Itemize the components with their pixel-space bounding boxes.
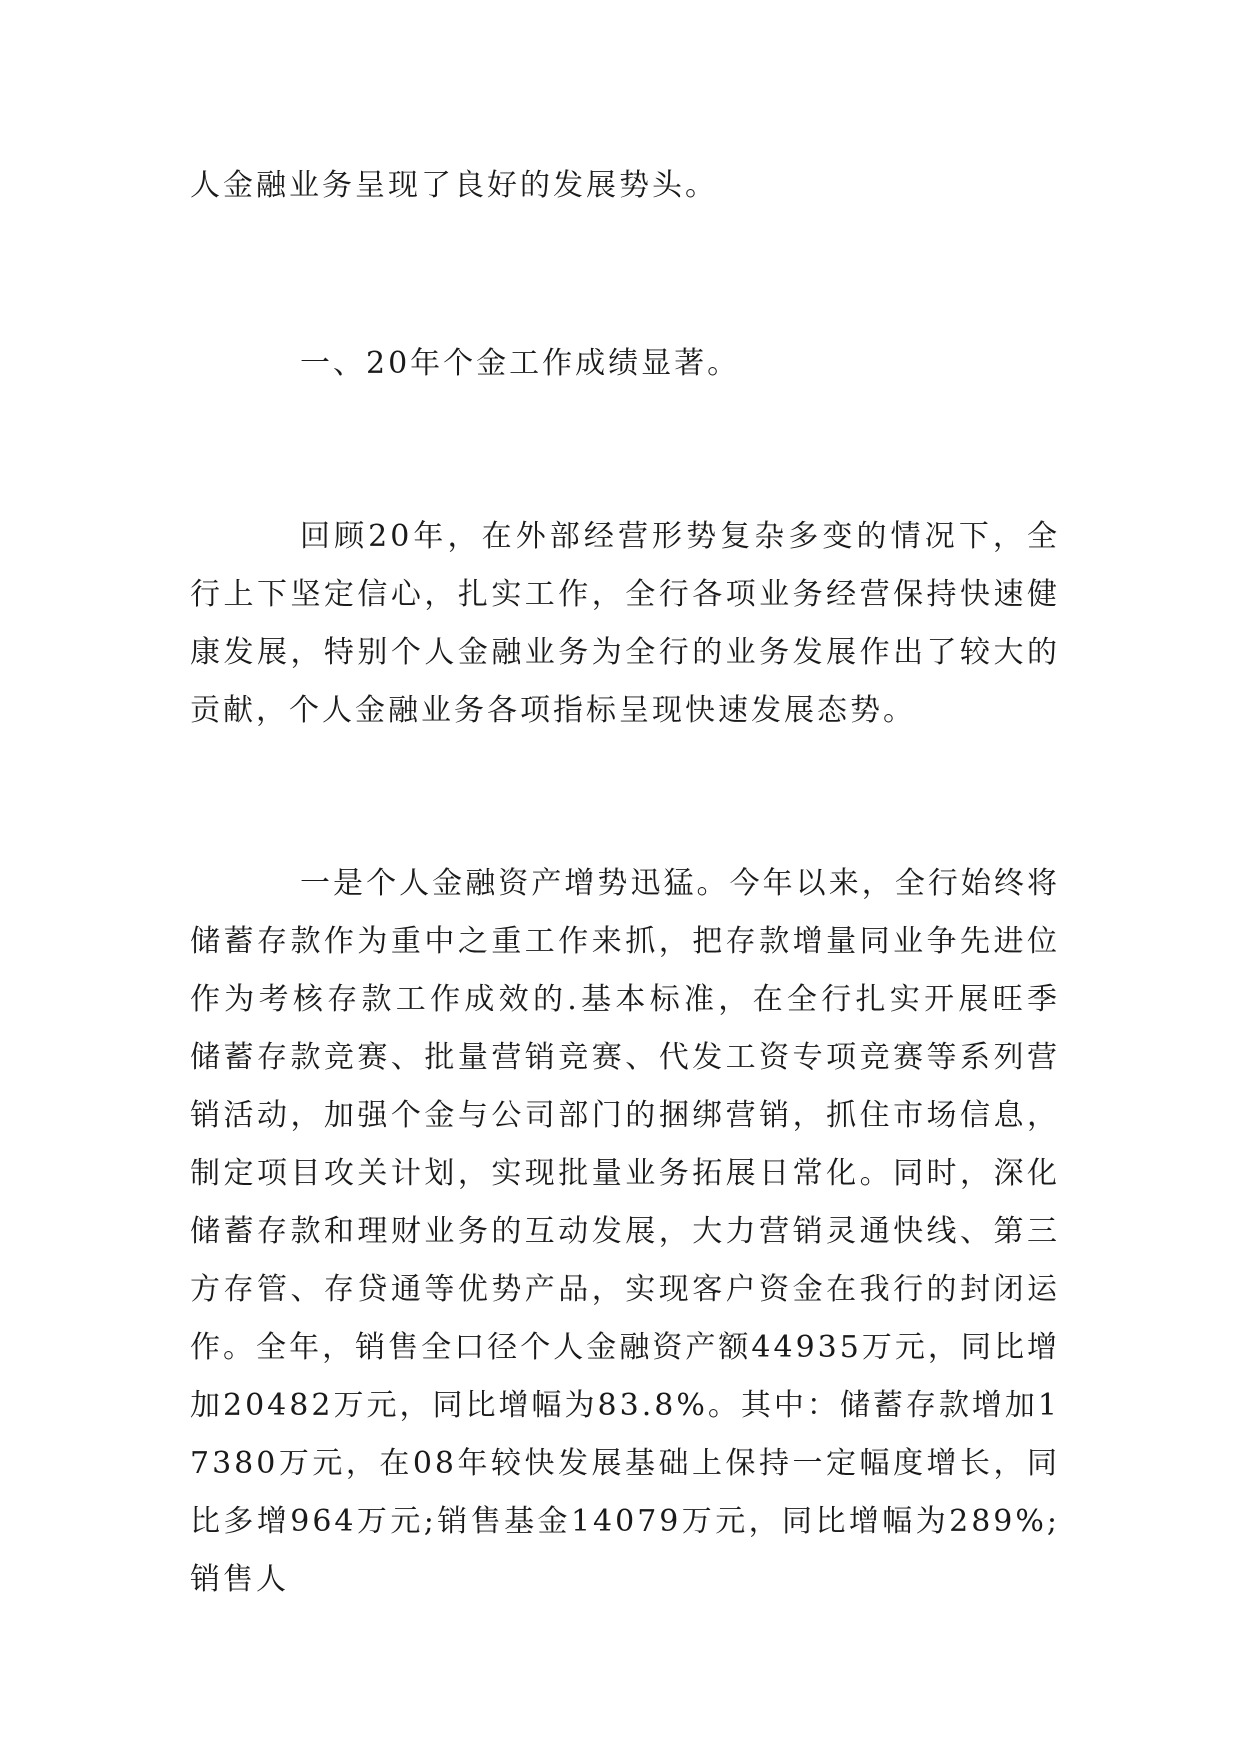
paragraph-continuation: 人金融业务呈现了良好的发展势头。 <box>190 168 718 203</box>
paragraph-financial-assets: 一是个人金融资产增势迅猛。今年以来，全行始终将储蓄存款作为重中之重工作来抓，把存款增量同业争先进位作为考核存款工作成效的.基本标准，在全行扎实开展旺季储蓄存款竞赛、批量营销竞赛、代发工资专项竞赛等系列营销活动，加强个金与公司部门的捆绑营销，抓住市场信息，制定项目攻关计划，实现批量业务拓展日常化。同时，深化储蓄存款和理财业务的互动发展，大力营销灵通快线、第三方存管、存贷通等优势产品，实现客户资金在我行的封闭运作。全年，销售全口径个人金融资产额44935万元，同比增加20482万元，同比增幅为83.8%。其中：储蓄存款增加17380万元，在08年较快发展基础上保持一定幅度增长，同比多增964万元;销售基金14079万元，同比增幅为289%;销售人 <box>190 866 1060 1597</box>
paragraph-review: 回顾20年，在外部经营形势复杂多变的情况下，全行上下坚定信心，扎实工作，全行各项业务经营保持快速健康发展，特别个人金融业务为全行的业务发展作出了较大的贡献，个人金融业务各项指标呈现快速发展态势。 <box>190 519 1060 728</box>
section-heading: 一、20年个金工作成绩显著。 <box>300 346 741 381</box>
